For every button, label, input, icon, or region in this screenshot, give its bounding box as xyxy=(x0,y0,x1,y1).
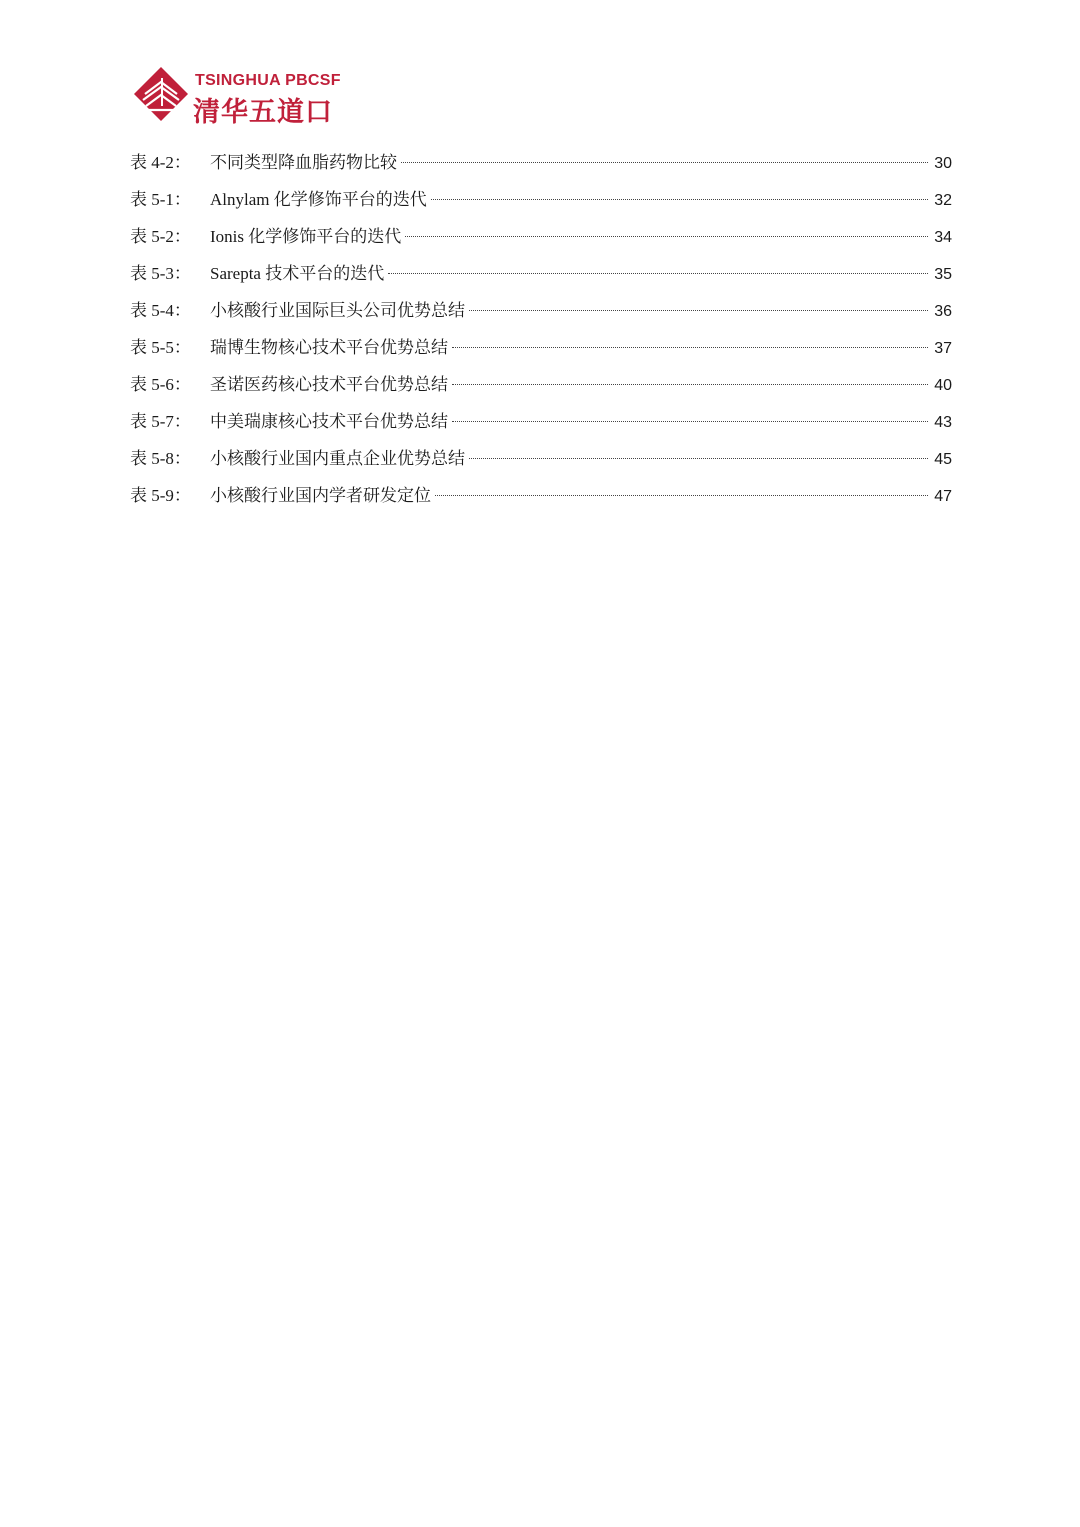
toc-dot-leader xyxy=(405,236,928,237)
toc-entry-label: 表 5-8： xyxy=(130,449,191,468)
toc-entry[interactable] xyxy=(130,372,952,409)
logo-chinese-text: 清华五道口 xyxy=(193,97,333,128)
toc-entry[interactable] xyxy=(130,261,952,298)
toc-entry-title: Alnylam 化学修饰平台的迭代 xyxy=(210,190,427,209)
toc-entry-label: 表 5-2： xyxy=(130,227,191,246)
toc-entry-title: 圣诺医药核心技术平台优势总结 xyxy=(210,375,448,394)
toc-entry-page: 43 xyxy=(934,414,952,431)
toc-dot-leader xyxy=(469,310,928,311)
toc-entry-title: 瑞博生物核心技术平台优势总结 xyxy=(210,338,448,357)
toc-dot-leader xyxy=(435,495,928,496)
toc-entry-title: 小核酸行业国内重点企业优势总结 xyxy=(210,449,465,468)
toc-entry-title: Sarepta 技术平台的迭代 xyxy=(210,264,385,283)
toc-entry[interactable] xyxy=(130,298,952,335)
toc-entry[interactable] xyxy=(130,150,952,187)
toc-entry-title: Ionis 化学修饰平台的迭代 xyxy=(210,227,402,246)
toc-entry-title: 不同类型降血脂药物比较 xyxy=(210,153,397,172)
toc-entry-label: 表 5-4： xyxy=(130,301,191,320)
toc-dot-leader xyxy=(388,273,928,274)
toc-entry-title: 小核酸行业国际巨头公司优势总结 xyxy=(210,301,465,320)
toc-entry-page: 32 xyxy=(934,192,952,209)
toc-entry-title: 小核酸行业国内学者研发定位 xyxy=(210,486,431,505)
toc-entry-page: 37 xyxy=(934,340,952,357)
toc-entry-label: 表 5-7： xyxy=(130,412,191,431)
toc-entry-page: 40 xyxy=(934,377,952,394)
toc-entry-page: 30 xyxy=(934,155,952,172)
toc-entry-title: 中美瑞康核心技术平台优势总结 xyxy=(210,412,448,431)
toc-dot-leader xyxy=(452,384,928,385)
toc-entry[interactable] xyxy=(130,483,952,520)
toc-entry-label: 表 5-9： xyxy=(130,486,191,505)
toc-entry[interactable] xyxy=(130,224,952,261)
toc-entry-label: 表 5-1： xyxy=(130,190,191,209)
toc-entry[interactable] xyxy=(130,335,952,372)
table-list-toc xyxy=(130,150,952,520)
header xyxy=(133,66,393,126)
toc-entry-page: 34 xyxy=(934,229,952,246)
toc-dot-leader xyxy=(401,162,928,163)
toc-entry-page: 45 xyxy=(934,451,952,468)
tsinghua-pbcsf-emblem-icon xyxy=(133,66,189,122)
toc-dot-leader xyxy=(431,199,928,200)
toc-entry[interactable] xyxy=(130,446,952,483)
toc-entry-page: 35 xyxy=(934,266,952,283)
toc-dot-leader xyxy=(452,421,928,422)
toc-entry-label: 表 5-3： xyxy=(130,264,191,283)
toc-dot-leader xyxy=(452,347,928,348)
toc-entry-label: 表 5-5： xyxy=(130,338,191,357)
toc-dot-leader xyxy=(469,458,928,459)
logo-english-text: TSINGHUA PBCSF xyxy=(195,72,341,89)
toc-entry-page: 47 xyxy=(934,488,952,505)
toc-entry-label: 表 4-2： xyxy=(130,153,191,172)
toc-entry-page: 36 xyxy=(934,303,952,320)
toc-entry[interactable] xyxy=(130,187,952,224)
toc-entry-label: 表 5-6： xyxy=(130,375,191,394)
toc-entry[interactable] xyxy=(130,409,952,446)
